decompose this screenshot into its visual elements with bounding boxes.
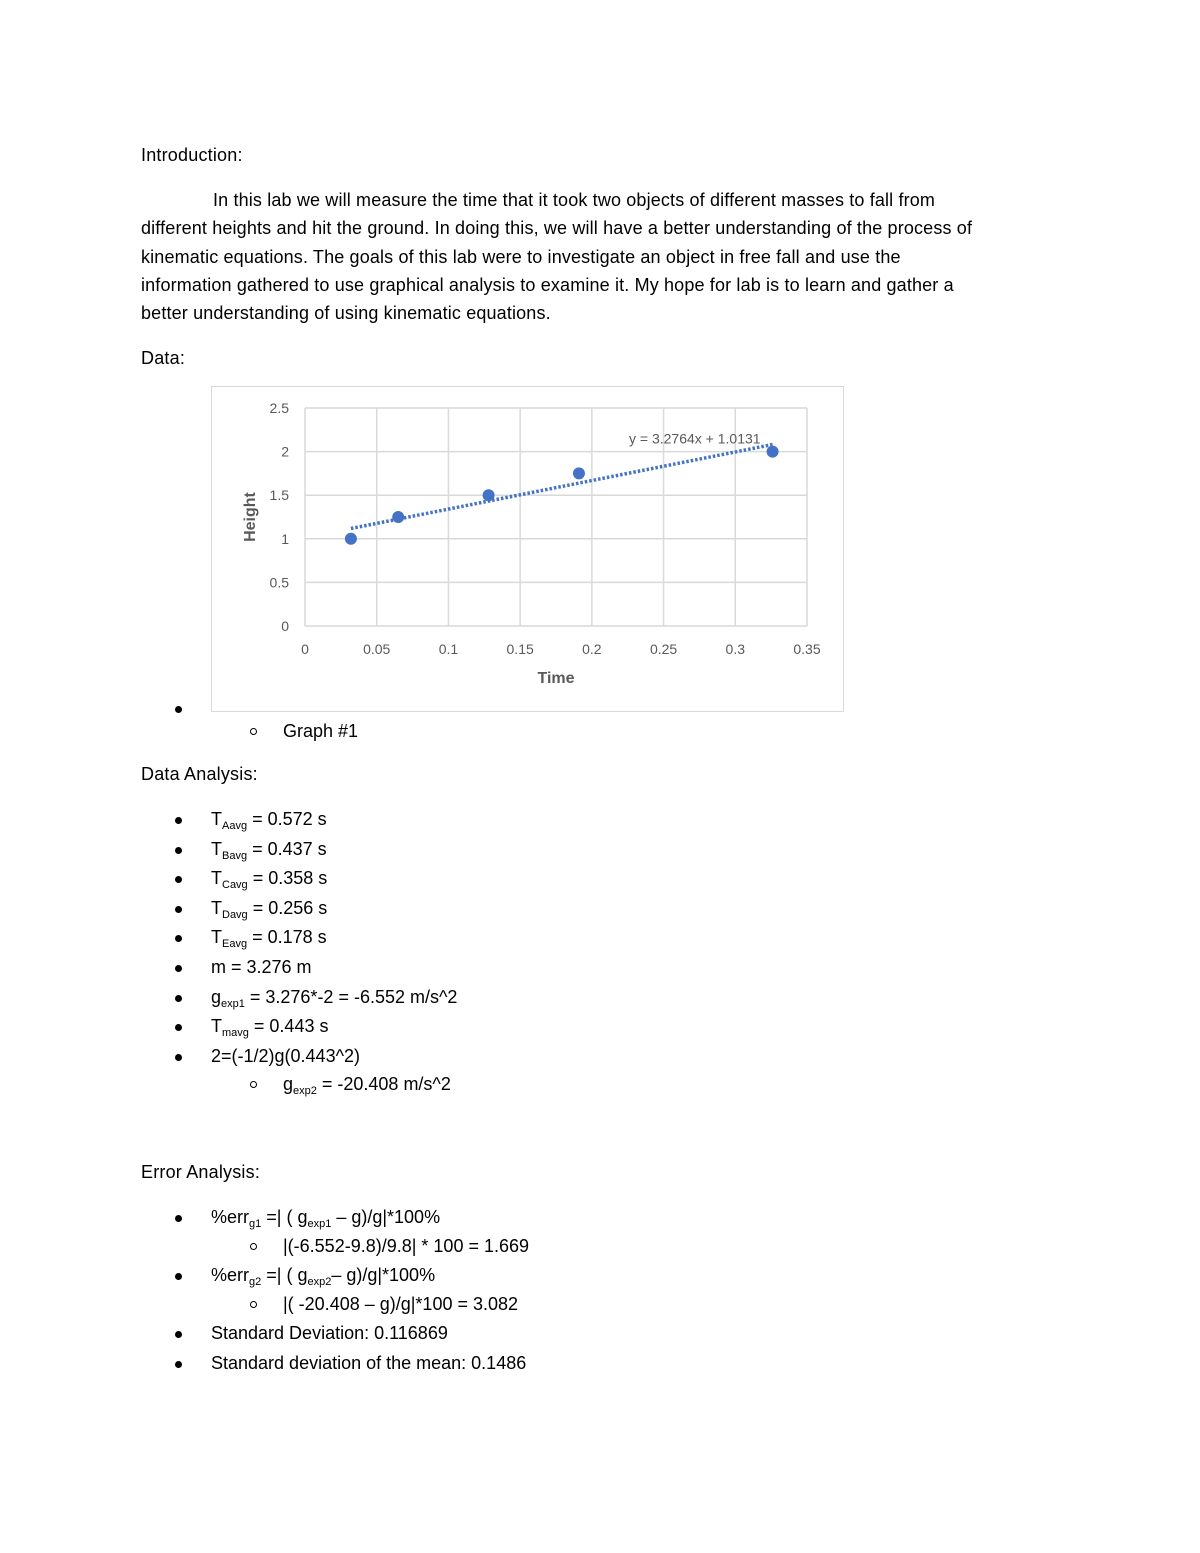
- bullet-icon: [175, 1361, 182, 1368]
- item-value: = 0.358 s: [247, 868, 328, 889]
- err1-formula: [211, 1207, 440, 1228]
- data-analysis-text: [211, 927, 327, 951]
- x-tick-label: 0.1: [438, 641, 459, 657]
- item-main: T: [211, 809, 222, 829]
- std-dev-text: Standard Deviation: 0.116869: [211, 1323, 448, 1343]
- intro-line: kinematic equations. The goals of this lab were to investigate an object in free fall and use the: [141, 246, 901, 267]
- data-analysis-text: [211, 809, 327, 830]
- intro-heading: Introduction:: [141, 145, 243, 165]
- y-tick-label: 1: [281, 530, 289, 547]
- y-tick-label: 0: [281, 618, 289, 634]
- err1-calc: |(-6.552-9.8)/9.8| * 100 = 1.669: [283, 1236, 530, 1256]
- bullet-icon: [175, 1024, 182, 1031]
- data-point: [483, 489, 495, 501]
- item-value: = 0.572 s: [247, 809, 327, 829]
- std-dev-mean-text: Standard deviation of the mean: 0.1486: [211, 1353, 527, 1373]
- bullet-icon: [175, 935, 182, 942]
- trendline: [351, 445, 773, 529]
- data-analysis-item: [0, 927, 700, 949]
- data-analysis-item: [0, 987, 700, 1009]
- err1-sub: g1: [249, 1218, 262, 1230]
- x-tick-label: 0: [301, 641, 309, 657]
- error-item: [0, 1265, 700, 1287]
- item-main: g: [211, 986, 222, 1007]
- data-heading: Data:: [141, 348, 186, 368]
- intro-line: information gathered to use graphical analysis to examine it. My hope for lab is to learn and gather a: [141, 274, 954, 295]
- err2-calc: |( -20.408 – g)/g|*100 = 3.082: [283, 1294, 519, 1314]
- item-value: = 0.443 s: [248, 1016, 329, 1037]
- x-axis-title: Time: [537, 670, 575, 687]
- data-point: [573, 467, 585, 479]
- bullet-icon: [175, 995, 182, 1002]
- gexp2-value: = -20.408 m/s^2: [316, 1074, 451, 1094]
- item-main: m = 3.276 m: [211, 957, 312, 977]
- error-item: [0, 1323, 700, 1345]
- data-analysis-text: [211, 987, 457, 1008]
- intro-line: In this lab we will measure the time that it took two objects of different masses to fall from: [213, 190, 936, 210]
- intro-line: better understanding of using kinematic equations.: [141, 303, 551, 324]
- y-tick-label: 0.5: [269, 574, 289, 591]
- bullet-icon: [175, 817, 182, 824]
- circle-bullet-icon: [250, 1081, 257, 1088]
- data-analysis-item: [0, 1046, 700, 1068]
- err2-formula: [211, 1265, 435, 1286]
- err2-post: – g)/g|*100%: [331, 1265, 436, 1285]
- data-analysis-text: [211, 839, 327, 860]
- item-subscript: Aavg: [222, 820, 248, 832]
- bullet-icon: [175, 1054, 182, 1061]
- item-subscript: Davg: [222, 908, 248, 921]
- data-analysis-text: [211, 1016, 329, 1040]
- intro-line: different heights and hit the ground. In doing this, we will have a better understanding of the process of: [141, 218, 973, 239]
- bullet-icon: [175, 906, 182, 913]
- data-analysis-item: [0, 868, 700, 890]
- bullet-icon: [175, 876, 182, 883]
- chart-bullet: [0, 698, 200, 718]
- data-analysis-subitem: [0, 1074, 600, 1096]
- x-tick-label: 0.3: [725, 641, 746, 657]
- item-main: T: [211, 1016, 222, 1037]
- graph-caption-row: [0, 721, 400, 743]
- data-analysis-item: [0, 898, 700, 920]
- item-value: = 0.437 s: [247, 838, 327, 859]
- scatter-chart: [212, 387, 845, 713]
- err2-sub: g2: [249, 1276, 262, 1288]
- y-axis-title: Height: [242, 492, 259, 542]
- item-subscript: exp1: [221, 997, 245, 1010]
- item-subscript: Cavg: [222, 879, 248, 892]
- item-main: T: [211, 838, 222, 859]
- err1-mid: =| ( g: [261, 1207, 308, 1227]
- x-tick-label: 0.35: [793, 641, 821, 657]
- x-tick-label: 0.15: [506, 641, 534, 657]
- data-analysis-text: [211, 868, 328, 892]
- gexp2-text: [283, 1074, 451, 1095]
- x-tick-label: 0.25: [649, 641, 678, 657]
- item-main: 2=(-1/2)g(0.443^2): [211, 1045, 361, 1066]
- item-subscript: Bavg: [222, 849, 248, 862]
- error-item: [0, 1207, 700, 1229]
- data-point: [345, 533, 357, 545]
- circle-bullet-icon: [250, 728, 257, 735]
- item-main: T: [211, 927, 222, 948]
- data-point: [392, 511, 404, 523]
- err1-sub2: exp1: [307, 1218, 332, 1230]
- gexp2-subscript: exp2: [293, 1085, 317, 1097]
- data-analysis-text: [211, 957, 312, 978]
- intro-paragraph: [141, 186, 1071, 327]
- data-point: [767, 446, 779, 458]
- bullet-icon: [175, 706, 182, 713]
- item-value: = 3.276*-2 = -6.552 m/s^2: [244, 986, 458, 1007]
- item-value: = 0.178 s: [247, 927, 327, 948]
- circle-bullet-icon: [250, 1243, 257, 1250]
- item-main: T: [211, 868, 222, 889]
- trendline-equation: y = 3.2764x + 1.0131: [629, 430, 761, 447]
- item-main: T: [211, 897, 222, 918]
- item-subscript: mavg: [222, 1027, 249, 1040]
- bullet-icon: [175, 1215, 182, 1222]
- err1-pre: %err: [211, 1207, 250, 1227]
- x-tick-label: 0.05: [363, 641, 391, 657]
- err2-sub2: exp2: [307, 1276, 332, 1288]
- circle-bullet-icon: [250, 1301, 257, 1308]
- item-subscript: Eavg: [222, 938, 248, 951]
- data-analysis-item: [0, 1016, 700, 1038]
- bullet-icon: [175, 965, 182, 972]
- bullet-icon: [175, 1273, 182, 1280]
- bullet-icon: [175, 1331, 182, 1338]
- err1-post: – g)/g|*100%: [331, 1207, 441, 1227]
- item-value: = 0.256 s: [247, 897, 328, 918]
- data-analysis-heading: Data Analysis:: [141, 764, 258, 784]
- data-analysis-item: [0, 957, 700, 979]
- chart-container: [211, 386, 844, 712]
- data-analysis-item: [0, 809, 700, 831]
- gexp2-symbol: g: [283, 1074, 294, 1094]
- y-tick-label: 2.5: [269, 400, 289, 416]
- err2-mid: =| ( g: [261, 1265, 308, 1285]
- data-analysis-item: [0, 839, 700, 861]
- err2-pre: %err: [211, 1265, 250, 1285]
- y-tick-label: 1.5: [269, 487, 289, 504]
- data-analysis-text: [211, 1046, 360, 1067]
- data-analysis-text: [211, 898, 327, 919]
- error-item: [0, 1353, 700, 1375]
- y-tick-label: 2: [281, 443, 289, 460]
- x-tick-label: 0.2: [582, 641, 602, 657]
- bullet-icon: [175, 847, 182, 854]
- error-subitem: [0, 1294, 700, 1316]
- graph-caption: Graph #1: [283, 721, 359, 741]
- error-subitem: [0, 1236, 700, 1258]
- error-analysis-heading: Error Analysis:: [141, 1162, 261, 1182]
